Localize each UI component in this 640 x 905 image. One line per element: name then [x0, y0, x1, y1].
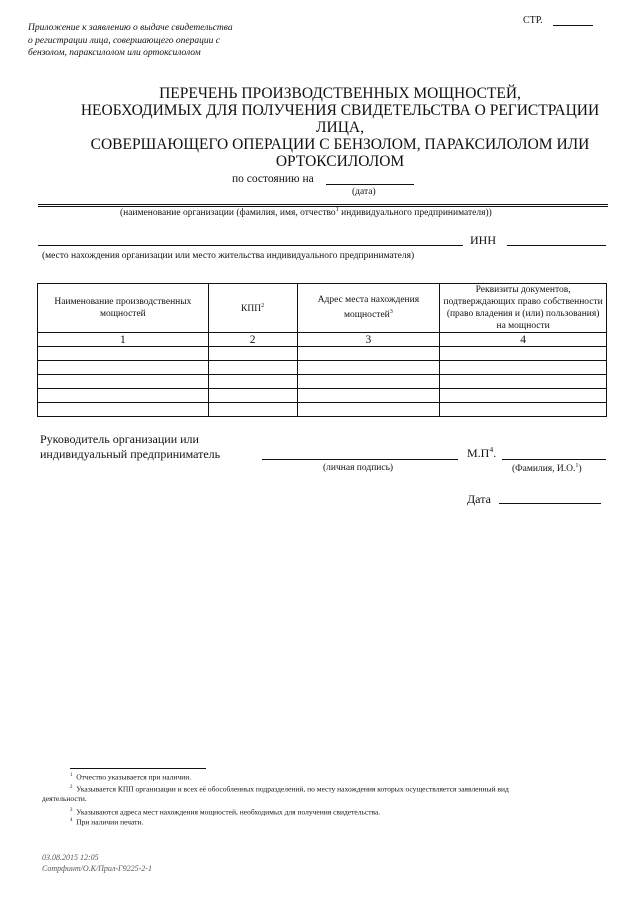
column-number: 2: [208, 333, 297, 347]
title-line: ОРТОКСИЛОЛОМ: [275, 153, 405, 170]
organization-name-field[interactable]: [38, 204, 608, 205]
address-field[interactable]: [38, 245, 463, 246]
column-header-kpp: КПП$^2$: [208, 284, 297, 333]
table-cell[interactable]: [297, 389, 440, 403]
column-header-address: Адрес места нахождения мощностей$^3$: [297, 284, 440, 333]
document-title: [60, 85, 620, 170]
footnote-divider: [70, 768, 206, 769]
signatory-label: Руководитель организации или индивидуальный предприниматель: [40, 432, 221, 461]
table-cell[interactable]: [38, 375, 209, 389]
signature-caption: (личная подпись): [323, 463, 394, 473]
title-line: СОВЕРШАЮЩЕГО ОПЕРАЦИИ С БЕНЗОЛОМ, ПАРАКСИЛОЛОМ ИЛИ: [90, 136, 590, 153]
table-cell[interactable]: [38, 361, 209, 375]
table-cell[interactable]: [208, 375, 297, 389]
table-cell[interactable]: [440, 347, 607, 361]
table-cell[interactable]: [208, 403, 297, 417]
page-number-label: СТР.: [523, 15, 543, 26]
seal-label: $М.П^4$.: [467, 445, 497, 460]
table-cell[interactable]: [440, 361, 607, 375]
table-row: [38, 375, 607, 389]
as-of-label: по состоянию на: [232, 173, 314, 185]
print-stamp: 03.08.2015 12:05 Сотрфинт/О.К/Прил-Г9225-2-1: [42, 853, 152, 873]
column-number-row: [38, 333, 607, 347]
footnote-1: $^1$ Отчество указывается при наличии.: [70, 772, 192, 782]
signature-field[interactable]: [262, 459, 458, 460]
inn-field[interactable]: [507, 245, 606, 246]
table-row: [38, 347, 607, 361]
footnote-2: $^2$ Указывается КПП организации и всех её обособленных подразделений, по месту нахождения которых осуществляется заявленный вид: [70, 784, 509, 794]
column-header-documents: Реквизиты документов, подтверждающих право собственности (право владения и (или) пользования) на мощности: [440, 284, 607, 333]
table-cell[interactable]: [208, 389, 297, 403]
title-line: ПЕРЕЧЕНЬ ПРОИЗВОДСТВЕННЫХ МОЩНОСТЕЙ,: [159, 85, 521, 102]
date-label: Дата: [467, 492, 491, 506]
table-cell[interactable]: [208, 361, 297, 375]
column-number: 1: [38, 333, 209, 347]
table-cell[interactable]: [297, 403, 440, 417]
footnote-2-continuation: деятельности.: [42, 794, 87, 803]
table-cell[interactable]: [38, 403, 209, 417]
table-row: [38, 403, 607, 417]
footnote-3: $^3$ Указываются адреса мест нахождения мощностей, необходимых для получения свидетельства.: [70, 807, 381, 817]
table-cell[interactable]: [440, 375, 607, 389]
inn-label: ИНН: [470, 233, 496, 247]
address-caption: (место нахождения организации или место жительства индивидуального предпринимателя): [42, 251, 415, 261]
capacities-table: [37, 283, 607, 417]
organization-caption: (наименование организации (фамилия, имя, отчество$^1$ индивидуального предпринимателя)): [120, 207, 492, 219]
table-header-row: [38, 284, 607, 333]
full-name-field[interactable]: [502, 459, 606, 460]
annex-line: Приложение к заявлению о выдаче свидетельства: [28, 23, 233, 33]
footnote-4: $^4$ При наличии печати.: [70, 817, 144, 827]
column-number: 4: [440, 333, 607, 347]
table-row: [38, 361, 607, 375]
page-number-field[interactable]: [553, 25, 593, 26]
table-cell[interactable]: [440, 389, 607, 403]
column-number: 3: [297, 333, 440, 347]
annex-line: бензолом, параксилолом или ортоксилолом: [28, 48, 201, 58]
date-field[interactable]: [499, 503, 601, 504]
table-row: [38, 389, 607, 403]
table-cell[interactable]: [38, 389, 209, 403]
table-cell[interactable]: [38, 347, 209, 361]
table-cell[interactable]: [297, 347, 440, 361]
full-name-caption: (Фамилия, И.О.$^1$): [512, 463, 582, 475]
annex-note: [28, 22, 328, 60]
table-cell[interactable]: [297, 361, 440, 375]
table-cell[interactable]: [440, 403, 607, 417]
annex-line: о регистрации лица, совершающего операции с: [28, 35, 220, 46]
table-cell[interactable]: [208, 347, 297, 361]
title-line: НЕОБХОДИМЫХ ДЛЯ ПОЛУЧЕНИЯ СВИДЕТЕЛЬСТВА О РЕГИСТРАЦИИ ЛИЦА,: [80, 102, 600, 136]
column-header-capacity-name: Наименование производственных мощностей: [38, 284, 209, 333]
as-of-date-caption: (дата): [352, 187, 376, 197]
as-of-date-field[interactable]: [326, 184, 414, 185]
table-cell[interactable]: [297, 375, 440, 389]
